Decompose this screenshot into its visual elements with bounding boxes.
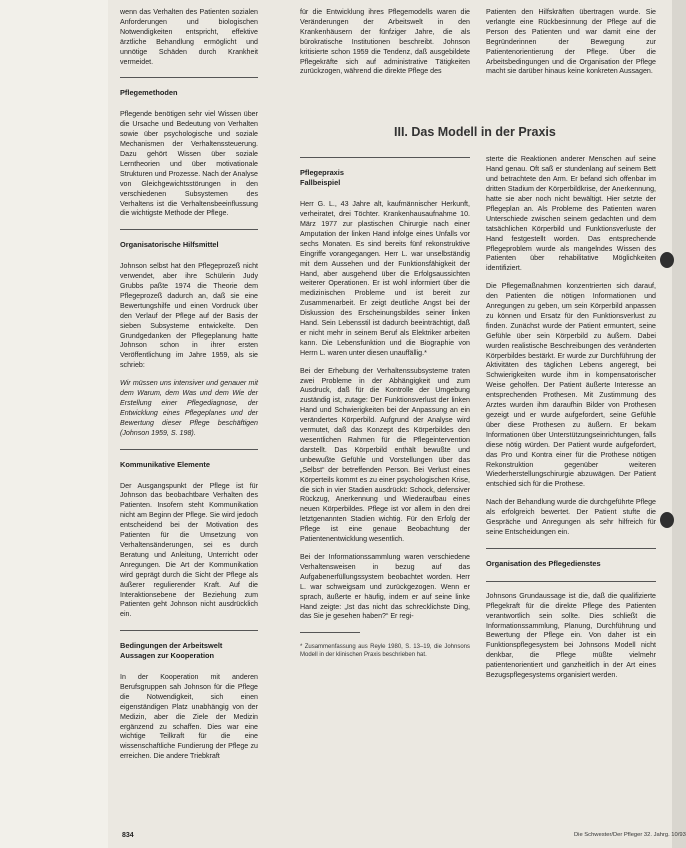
- section-rule: [120, 449, 258, 450]
- intro-paragraph: wenn das Verhalten des Patienten sozialen Anforderungen und biologischen Notwendigkeiten entspricht, effektive ärztliche Behandlung ermöglicht und unnötige Schäden durch Krankheit vermeidet.: [120, 8, 258, 66]
- scan-edge-mark: [660, 252, 674, 268]
- section-heading: Organisation des Pflegedienstes: [486, 558, 601, 568]
- section-rule: [486, 548, 656, 549]
- section-rule: [120, 630, 258, 631]
- body-paragraph: Bei der Erhebung der Verhaltenssubsysteme traten zwei Probleme in der Abhängigkeit und zum Ausdruck, daß für die Kontrolle der Umgebung zuständig ist, zutage: Der Funktionsverlust der linken Hand und Schwierigkeiten bei der Anpassung an ein verändertes Körperbild. Aufgrund der Analyse wird vermutet, daß das Konzept des Körperbildes den wesentlichen Rahmen für die Pflegeintervention darstellt. Das Körperbild enthält bewußte und unbewußte Gefühle und Vorstellungen über das „Selbst“ der betreffenden Person. Bei Verlust eines Körperteils kommt es zu einer psychologischen Krise, die sich in vier Stadien ausdrückt: Schock, defensiver Rückzug, Anerkennung und Wiederaufbau eines neuen Körperbildes. Pflege ist vor allem in den drei letztgenannten Stadien wichtig. Für den Erfolg der Pflege ist eine genaue Beobachtung der Patientenentwicklung wesentlich.: [300, 366, 470, 544]
- body-paragraph: Der Ausgangspunkt der Pflege ist für Johnson das beobachtbare Verhalten des Patienten. Insofern steht Kommunikation nicht am Beginn der Pflege. Sie wird jedoch entscheidend bei der Motivation des Patienten für die Umsetzung von Verhaltensänderungen, sei es durch Beratung und Anleitung, Unterricht oder Anregungen. Die Art der Kommunikation wird geprägt durch die Sicht der Pflege als äußerer regulierender Kraft. Auf die Interaktionsebene der Beziehung zum Patienten geht Johnson nicht ausdrücklich ein.: [120, 481, 258, 619]
- section-rule: [120, 77, 258, 78]
- body-paragraph: Johnson selbst hat den Pflegeprozeß nicht verwendet, aber ihre Schülerin Judy Grubbs paßte 1974 die Theorie dem Pflegeprozeß dadurch an, daß sie eine Bewertungshilfe und einen Vordruck über den Verlauf der Pflege auf der Basis der sieben Subsysteme entwickelte. Den Grundgedanken der Pflegeplanung hatte Johnson schon in ihrer ersten Veröffentlichung im Jahre 1959, als sie schrieb:: [120, 262, 258, 370]
- body-paragraph: Nach der Behandlung wurde die durchgeführte Pflege als erfolgreich bewertet. Der Patient stufte die Gespräche und Anregungen als sehr hilfreich für seine Entscheidungen ein.: [486, 498, 656, 536]
- section-heading: Organisatorische Hilfsmittel: [120, 240, 219, 250]
- scan-edge-mark: [660, 512, 674, 528]
- body-paragraph: In der Kooperation mit anderen Berufsgruppen sah Johnson für die Pflege die Notwendigkeit, sich einen eigenständigen Platz unabhängig von der Medizin, aber die Ziele der Medizin ergänzend zu schaffen. Dies war eine wichtige Teilkraft für die eine wissenschaftliche Fundierung der Pflege zu erreichen. Die andere Triebkraft: [120, 673, 258, 761]
- body-paragraph: Patienten den Hilfskräften übertragen wurde. Sie verlangte eine Rückbesinnung der Pflege auf die Person des Patienten und war damit eine der Begründerinnen der Bewegung zur Patientenorientierung der Pflege. Über die Arbeitsbedingungen und die Organisation der Pflege macht sie darüber hinaus keine konkreten Aussagen.: [486, 8, 656, 76]
- quote-paragraph: Wir müssen uns intensiver und genauer mit dem Warum, dem Was und dem Wie der Erstellung einer Pflegediagnose, der Entwicklung eines Pflegeplanes und der Bewertung dieser Pflege beschäftigen (Johnson 1959, S. 198).: [120, 379, 258, 437]
- page-number: 834: [122, 832, 134, 839]
- footnote-rule: [300, 632, 360, 633]
- body-paragraph: Pflegende benötigen sehr viel Wissen über die Ursache und Bedeutung von Verhalten sowie über psychologische und soziale Mechanismen der Verhaltenssteuerung. Dazu gehört Wissen über soziale Lerntheorien und über motivationale Strukturen und Prozesse. Nach der Analyse von Gleichgewichtsstörungen in den verschiedenen Subsystemen des Verhaltens ist die Verhaltensbeeinflussung die wichtigste Methode der Pflege.: [120, 110, 258, 218]
- body-paragraph: sterte die Reaktionen anderer Menschen auf seine Hand genau. Oft saß er stundenlang auf seinem Bett und betrachtete den Arm. Er befand sich offenbar im dritten Stadium der Körperbildkrise, der Anerkennung, hatte sie aber noch nicht bewältigt. Hier setzte der Pflegeplan an. Als Probleme des Patienten waren Unterschiede zwischen seinem gedachten und dem tatsächlichen Körperbild und Funktionsverluste der Hand festgestellt worden. Das entsprechende Pflegeproblem wurde als mangelndes Wissen des Patienten über rehabilitative Möglichkeiten identifiziert.: [486, 155, 656, 273]
- section-heading: Bedingungen der Arbeitswelt Aussagen zur Kooperation: [120, 641, 223, 661]
- spacer: [486, 85, 656, 155]
- section-title: III. Das Modell in der Praxis: [394, 125, 556, 139]
- body-paragraph: Die Pflegemaßnahmen konzentrierten sich darauf, den Patienten die nötigen Informationen und Anregungen zu geben, um sein Körperbild anpassen zu können und Ersatz für den Funktionsverlust zu finden. Zunächst wurde der Patient ermuntert, seine Gefühle über sein Körperbild zu äußern. Dabei wurden realistische Beschreibungen des veränderten Körperbildes bestärkt. Er wurde zur Durchführung der Aktivitäten des täglichen Lebens angeregt, bei Schwierigkeiten wurde ihm in kompensatorischer Weise geholfen. Der Patient äußerte Interesse an entsprechenden Prothesen. Mit Zustimmung des Arztes wurden ihm daraufhin Bilder von Prothesen gezeigt und er wurde aufgefordert, seine Gefühle über diese Prothesen zu äußern. Er bekam Informationen über Unterstützungseinrichtungen, falls diese nötig würden. Der Patient wurde aufgefordert, das Pro und Kontra einer für die Prothese nötigen Rekonstruktion gegenüber weiteren Wiederherstellungschirurgie abzuwägen. Der Patient entschied sich für die Prothese.: [486, 282, 656, 489]
- section-rule: [300, 157, 470, 158]
- body-paragraph: Herr G. L., 43 Jahre alt, kaufmännischer Herkunft, verheiratet, drei Töchter. Krankenhausaufnahme 10. März 1977 zur plastischen Chirurgie nach einer Amputation der linken Hand infolge eines Unfalls vor sechs Monaten. Es sind bereits fünf rekonstruktive Eingriffe vorangegangen. Herr L. war unselbständig mit dem Aussehen und der Funktionsfähigkeit der Hand, aber ausgehend über die Erfolgsaussichten weiterer Operationen. Er ist wohl informiert über die medizinischen Probleme und ist bereit zur Zusammenarbeit. Er zeigt deutliche Angst bei der Diskussion des Erscheinungsbildes seiner linken Hand. Sein Lebensstil ist dadurch beeinträchtigt, daß er nicht mehr in seinem Beruf als Elektriker arbeiten kann. Die Lebensfunktion und die Biographie von Herrn L. waren unter diesen unauffällig.*: [300, 200, 470, 357]
- section-rule: [120, 229, 258, 230]
- body-paragraph: Johnsons Grundaussage ist die, daß die qualifizierte Pflegekraft für die direkte Pflege des Patienten verantwortlich sein sollte. Dies schließt die Informationssammlung, Planung, Durchführung und Bewertung der Pflege ein. Von daher ist ein Funktionspflegesystem bei Johnsons Modell nicht denkbar, die Pflege müßte vielmehr patientenorientiert und ganzheitlich in der Art eines Bezugspflegesystems organisiert werden.: [486, 591, 656, 680]
- left-margin: [0, 0, 108, 848]
- section-rule: [486, 581, 656, 582]
- section-heading: Kommunikative Elemente: [120, 459, 210, 469]
- column-1: [120, 8, 258, 770]
- body-paragraph: für die Entwicklung ihres Pflegemodells waren die Veränderungen der Arbeitswelt in den Krankenhäusern der fünfziger Jahre, die als bürokratische Institutionen beschreibt. Johnson kritisierte schon 1959 die Tendenz, daß ausgebildete Pflegekräfte sich auf administrative Tätigkeiten zurückzogen, während die direkte Pflege des: [300, 8, 470, 76]
- journal-footer: Die Schwester/Der Pfleger 32. Jahrg. 10/93: [574, 832, 686, 838]
- section-heading: Pflegepraxis Fallbeispiel: [300, 168, 344, 188]
- body-paragraph: Bei der Informationssammlung waren verschiedene Verhaltensweisen in bezug auf das Aufgabenerfüllungssystem beobachtet worden. Herr L. war schweigsam und zurückgezogen. Wenn er sprach, äußerte er häufig, indem er auf seine linke Hand zeigte: „Ist das nicht das schrecklichste Ding, das Sie je gesehen haben?“ Er regi-: [300, 552, 470, 621]
- column-3: [486, 8, 656, 689]
- section-heading: Pflegemethoden: [120, 88, 178, 98]
- column-2: [300, 8, 470, 667]
- footnote: * Zusammenfassung aus Reyle 1980, S. 13–19, die Johnsons Modell in der klinischen Praxis beschrieben hat.: [300, 644, 470, 659]
